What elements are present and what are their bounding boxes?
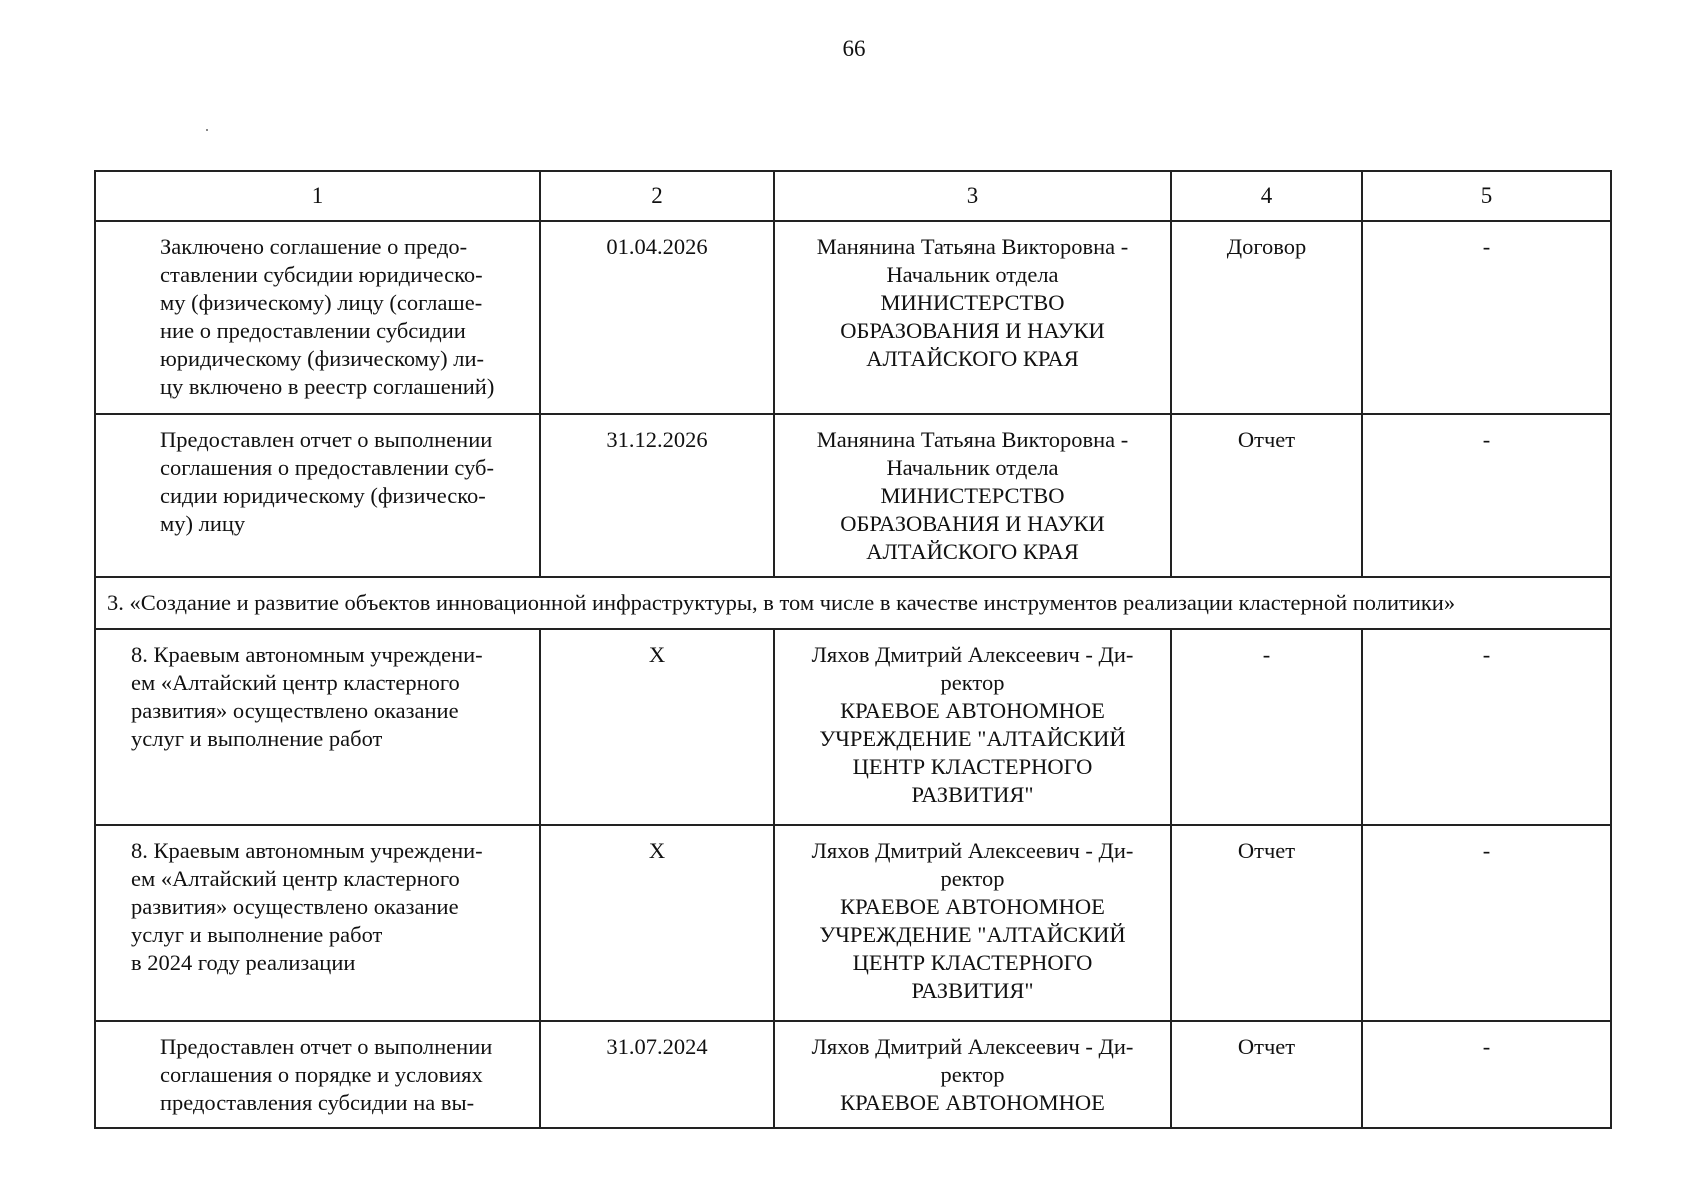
event-line: соглашения о порядке и условиях <box>160 1062 483 1087</box>
page-number: 66 <box>842 36 866 61</box>
document-value: Отчет <box>1237 838 1296 863</box>
event-line: ние о предоставлении субсидии <box>160 318 466 343</box>
responsible-line: ЦЕНТР КЛАСТЕРНОГО <box>852 950 1093 975</box>
date-cell <box>540 825 774 1021</box>
info-value: - <box>1482 642 1491 667</box>
header-cell-1: 1 <box>95 171 540 221</box>
document-cell <box>1171 1021 1362 1128</box>
responsible-line: КРАЕВОЕ АВТОНОМНОЕ <box>840 1090 1105 1115</box>
event-line: Предоставлен отчет о выполнении <box>160 1034 493 1059</box>
table-header-row <box>95 171 1611 221</box>
event-line: соглашения о предоставлении суб- <box>160 455 494 480</box>
event-line: му) лицу <box>160 511 246 536</box>
date-value: 01.04.2026 <box>606 234 708 259</box>
responsible-line: КРАЕВОЕ АВТОНОМНОЕ <box>840 698 1105 723</box>
responsible-line: Начальник отдела <box>886 455 1059 480</box>
info-cell <box>1362 221 1611 414</box>
event-line: му (физическому) лицу (соглаше- <box>160 290 483 315</box>
date-cell <box>540 221 774 414</box>
event-cell <box>95 221 540 414</box>
info-cell <box>1362 414 1611 577</box>
event-cell <box>95 825 540 1021</box>
header-cell-2: 2 <box>540 171 774 221</box>
event-cell <box>95 414 540 577</box>
header-cell-3: 3 <box>774 171 1171 221</box>
event-line: услуг и выполнение работ <box>131 922 383 947</box>
event-cell <box>95 629 540 825</box>
responsible-line: УЧРЕЖДЕНИЕ "АЛТАЙСКИЙ <box>819 922 1126 947</box>
responsible-line: ОБРАЗОВАНИЯ И НАУКИ <box>840 511 1105 536</box>
responsible-cell <box>774 629 1171 825</box>
date-value: 31.12.2026 <box>606 427 708 452</box>
event-line: ставлении субсидии юридическо- <box>160 262 483 287</box>
event-line: в 2024 году реализации <box>131 950 356 975</box>
date-value: 31.07.2024 <box>606 1034 708 1059</box>
event-line: сидии юридическому (физическо- <box>160 483 486 508</box>
document-value: Отчет <box>1237 1034 1296 1059</box>
event-line: Заключено соглашение о предо- <box>160 234 468 259</box>
info-value: - <box>1482 838 1491 863</box>
info-cell <box>1362 629 1611 825</box>
responsible-line: ректор <box>940 670 1005 695</box>
info-cell <box>1362 1021 1611 1128</box>
document-value: - <box>1262 642 1271 667</box>
document-value: Договор <box>1226 234 1307 259</box>
table-row <box>95 221 1611 414</box>
responsible-line: Ляхов Дмитрий Алексеевич - Ди- <box>811 1034 1134 1059</box>
event-line: юридическому (физическому) ли- <box>160 346 485 371</box>
event-line: ем «Алтайский центр кластерного <box>131 866 460 891</box>
date-cell <box>540 629 774 825</box>
document-cell <box>1171 414 1362 577</box>
event-line: ем «Алтайский центр кластерного <box>131 670 460 695</box>
responsible-line: Ляхов Дмитрий Алексеевич - Ди- <box>811 838 1134 863</box>
info-cell <box>1362 825 1611 1021</box>
scan-speck <box>206 129 208 131</box>
responsible-line: ректор <box>940 1062 1005 1087</box>
event-line: 8. Краевым автономным учреждени- <box>131 838 483 863</box>
event-line: развития» осуществлено оказание <box>131 894 459 919</box>
document-cell <box>1171 221 1362 414</box>
document-cell <box>1171 629 1362 825</box>
event-line: развития» осуществлено оказание <box>131 698 459 723</box>
document-value: Отчет <box>1237 427 1296 452</box>
date-value: X <box>648 642 666 667</box>
event-line: услуг и выполнение работ <box>131 726 383 751</box>
responsible-line: МИНИСТЕРСТВО <box>880 483 1065 508</box>
responsible-line: Начальник отдела <box>886 262 1059 287</box>
info-value: - <box>1482 234 1491 259</box>
responsible-cell <box>774 825 1171 1021</box>
event-line: Предоставлен отчет о выполнении <box>160 427 493 452</box>
info-value: - <box>1482 1034 1491 1059</box>
date-cell <box>540 414 774 577</box>
table-row <box>95 1021 1611 1128</box>
responsible-line: МИНИСТЕРСТВО <box>880 290 1065 315</box>
responsible-line: РАЗВИТИЯ" <box>911 978 1034 1003</box>
event-line: предоставления субсидии на вы- <box>160 1090 475 1115</box>
responsible-line: ректор <box>940 866 1005 891</box>
date-value: X <box>648 838 666 863</box>
header-cell-4: 4 <box>1171 171 1362 221</box>
responsible-cell <box>774 221 1171 414</box>
responsible-line: КРАЕВОЕ АВТОНОМНОЕ <box>840 894 1105 919</box>
responsible-line: ОБРАЗОВАНИЯ И НАУКИ <box>840 318 1105 343</box>
events-table <box>94 170 1612 1129</box>
event-cell <box>95 1021 540 1128</box>
event-line: цу включено в реестр соглашений) <box>160 374 495 399</box>
table-row <box>95 629 1611 825</box>
responsible-line: АЛТАЙСКОГО КРАЯ <box>866 346 1079 371</box>
section-title: 3. «Создание и развитие объектов инновационной инфраструктуры, в том числе в качестве инструментов реализации кластерной политики» <box>95 577 1611 629</box>
info-value: - <box>1482 427 1491 452</box>
responsible-line: Манянина Татьяна Викторовна - <box>816 427 1129 452</box>
responsible-cell <box>774 1021 1171 1128</box>
document-cell <box>1171 825 1362 1021</box>
section-heading-row <box>95 577 1611 629</box>
responsible-cell <box>774 414 1171 577</box>
event-line: 8. Краевым автономным учреждени- <box>131 642 483 667</box>
responsible-line: Ляхов Дмитрий Алексеевич - Ди- <box>811 642 1134 667</box>
responsible-line: Манянина Татьяна Викторовна - <box>816 234 1129 259</box>
responsible-line: ЦЕНТР КЛАСТЕРНОГО <box>852 754 1093 779</box>
date-cell <box>540 1021 774 1128</box>
header-cell-5: 5 <box>1362 171 1611 221</box>
table-row <box>95 414 1611 577</box>
responsible-line: УЧРЕЖДЕНИЕ "АЛТАЙСКИЙ <box>819 726 1126 751</box>
table-row <box>95 825 1611 1021</box>
responsible-line: РАЗВИТИЯ" <box>911 782 1034 807</box>
responsible-line: АЛТАЙСКОГО КРАЯ <box>866 539 1079 564</box>
